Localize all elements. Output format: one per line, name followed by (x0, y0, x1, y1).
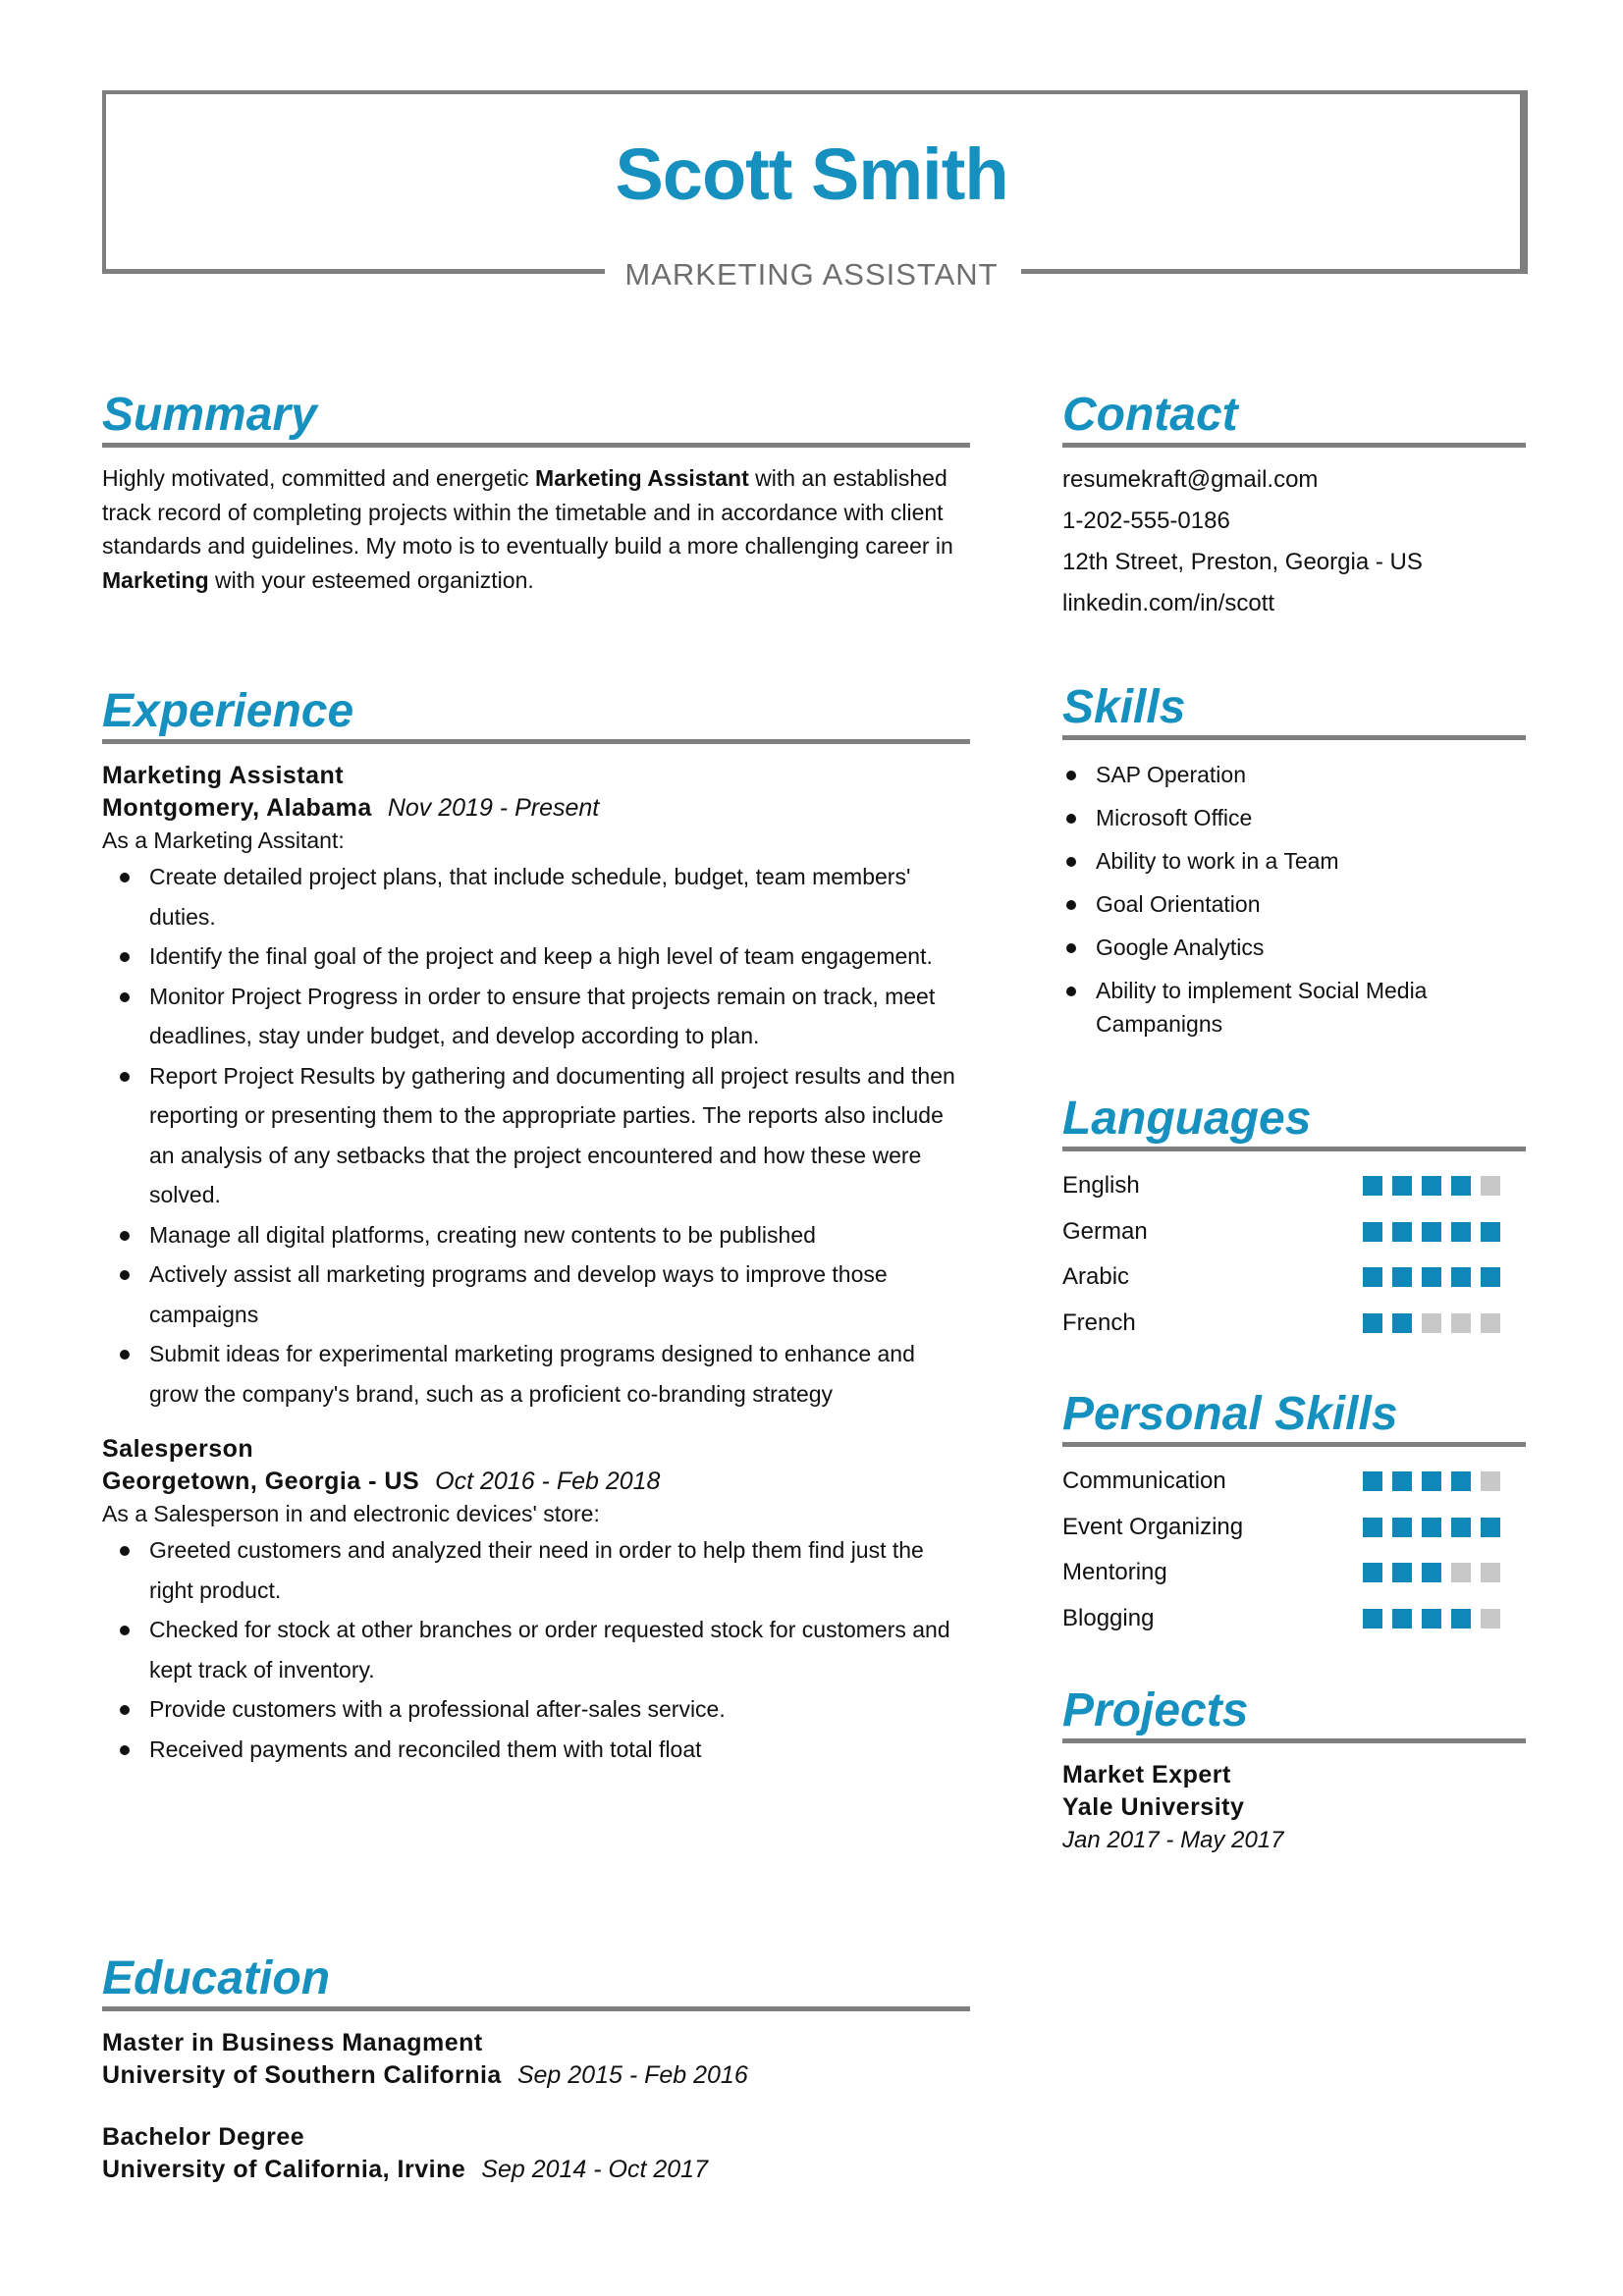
summary-part: with an established track record of completing projects within the timetable and in accordance with client standards and guidelines. My moto is to eventually build a more challenging career in (102, 465, 953, 559)
rating-row (1062, 1163, 1526, 1209)
rating-square-filled (1481, 1267, 1500, 1287)
rating-square-filled (1422, 1222, 1441, 1242)
projects-section (1062, 1683, 1526, 1856)
school-line (102, 2059, 970, 2092)
rating-square-filled (1363, 1222, 1382, 1242)
summary-text (102, 461, 970, 597)
rating-square-filled (1363, 1313, 1382, 1333)
project-org: Yale University (1062, 1793, 1245, 1821)
bullet-item: Submit ideas for experimental marketing programs designed to enhance and grow the company's brand, such as a proficient co-branding strategy (149, 1334, 970, 1414)
rating-square-filled (1481, 1518, 1500, 1537)
rating-square-filled (1392, 1267, 1412, 1287)
bullet-item: Provide customers with a professional after-sales service. (149, 1689, 970, 1730)
rating-square-filled (1481, 1222, 1500, 1242)
rating-squares (1363, 1313, 1500, 1333)
rating-square-filled (1363, 1518, 1382, 1537)
rating-square-filled (1422, 1609, 1441, 1629)
bullet-item: Checked for stock at other branches or order requested stock for customers and kept track of inventory. (149, 1610, 970, 1689)
rating-row (1062, 1459, 1526, 1505)
rating-square-empty (1481, 1563, 1500, 1582)
rating-square-filled (1392, 1563, 1412, 1582)
project-entry (1062, 1759, 1526, 1856)
skill-item: Goal Orientation (1096, 887, 1526, 921)
rating-square-filled (1451, 1267, 1471, 1287)
rating-square-filled (1392, 1313, 1412, 1333)
personal-skills-section (1062, 1387, 1526, 1641)
rating-square-filled (1392, 1176, 1412, 1196)
job-location: Montgomery, Alabama (102, 794, 372, 822)
job-location-line (102, 1466, 970, 1498)
project-dates: Jan 2017 - May 2017 (1062, 1827, 1284, 1853)
job-bullets (102, 857, 970, 1414)
rating-row (1062, 1209, 1526, 1255)
job-title: Marketing Assistant (102, 762, 345, 789)
rating-square-filled (1422, 1176, 1441, 1196)
rating-squares (1363, 1267, 1500, 1287)
contact-phone: 1-202-555-0186 (1062, 507, 1230, 534)
rating-label: Event Organizing (1062, 1513, 1244, 1540)
school: University of Southern California (102, 2061, 502, 2089)
section-heading: Education (102, 1951, 970, 2011)
rating-square-empty (1451, 1313, 1471, 1333)
rating-square-filled (1392, 1471, 1412, 1491)
school-line (102, 2154, 970, 2186)
section-heading: Personal Skills (1062, 1387, 1526, 1447)
rating-square-empty (1481, 1313, 1500, 1333)
rating-label: Communication (1062, 1468, 1226, 1495)
rating-label: Mentoring (1062, 1559, 1167, 1586)
bullet-item: Create detailed project plans, that include schedule, budget, team members' duties. (149, 857, 970, 936)
rating-square-filled (1422, 1518, 1441, 1537)
rating-row (1062, 1505, 1526, 1551)
rating-square-empty (1422, 1313, 1441, 1333)
rating-square-filled (1392, 1609, 1412, 1629)
bullet-item: Identify the final goal of the project and keep a high level of team engagement. (149, 936, 970, 977)
summary-bold: Marketing Assistant (535, 465, 749, 491)
section-heading: Contact (1062, 388, 1526, 448)
summary-part: with your esteemed organiztion. (208, 566, 534, 593)
rating-square-filled (1451, 1471, 1471, 1491)
section-heading: Summary (102, 388, 970, 448)
contact-linkedin[interactable]: linkedin.com/in/scott (1062, 590, 1275, 616)
rating-squares (1363, 1471, 1500, 1491)
degree: Bachelor Degree (102, 2123, 305, 2151)
education-entry (102, 2027, 970, 2092)
bullet-item: Greeted customers and analyzed their need in order to help them find just the right product. (149, 1530, 970, 1610)
rating-square-filled (1363, 1563, 1382, 1582)
job-entry (102, 1433, 970, 1769)
rating-square-filled (1392, 1222, 1412, 1242)
job-dates: Nov 2019 - Present (387, 794, 600, 822)
rating-square-empty (1481, 1609, 1500, 1629)
bullet-item: Monitor Project Progress in order to ensure that projects remain on track, meet deadlines, stay under budget, and develop according to plan. (149, 977, 970, 1056)
rating-square-filled (1451, 1518, 1471, 1537)
rating-squares (1363, 1609, 1500, 1629)
rating-square-filled (1363, 1609, 1382, 1629)
rating-square-filled (1363, 1471, 1382, 1491)
contact-address: 12th Street, Preston, Georgia - US (1062, 549, 1423, 575)
rating-row (1062, 1596, 1526, 1642)
rating-label: English (1062, 1172, 1140, 1200)
skill-item: Ability to work in a Team (1096, 844, 1526, 878)
project-title: Market Expert (1062, 1761, 1231, 1789)
skill-item: Google Analytics (1096, 931, 1526, 964)
school: University of California, Irvine (102, 2156, 466, 2183)
section-heading: Projects (1062, 1683, 1526, 1743)
summary-section (102, 388, 970, 597)
rating-square-filled (1422, 1267, 1441, 1287)
candidate-title: MARKETING ASSISTANT (624, 257, 999, 292)
rating-squares (1363, 1518, 1500, 1537)
bullet-item: Received payments and reconciled them with total float (149, 1730, 970, 1770)
rating-square-filled (1363, 1176, 1382, 1196)
rating-square-filled (1422, 1563, 1441, 1582)
summary-bold: Marketing (102, 566, 209, 593)
section-heading: Skills (1062, 680, 1526, 740)
rating-square-empty (1451, 1563, 1471, 1582)
rating-label: German (1062, 1217, 1148, 1245)
rating-row (1062, 1301, 1526, 1347)
job-entry (102, 760, 970, 1414)
rating-squares (1363, 1176, 1500, 1196)
bullet-item: Report Project Results by gathering and documenting all project results and then reporting or presenting them to the appropriate parties. The reports also include an analysis of any setbacks that the project encountered and how these were solved. (149, 1056, 970, 1215)
bullet-item: Actively assist all marketing programs and develop ways to improve those campaigns (149, 1255, 970, 1334)
rating-label: Arabic (1062, 1263, 1130, 1291)
contact-section (1062, 388, 1526, 624)
rating-square-filled (1451, 1609, 1471, 1629)
rating-row (1062, 1255, 1526, 1301)
job-intro: As a Salesperson in and electronic devices' store: (102, 1501, 600, 1526)
section-heading: Experience (102, 684, 970, 744)
job-title: Salesperson (102, 1435, 254, 1463)
rating-row (1062, 1550, 1526, 1596)
rating-square-filled (1392, 1518, 1412, 1537)
summary-part: Highly motivated, committed and energetic (102, 465, 536, 491)
rating-square-filled (1363, 1267, 1382, 1287)
job-dates: Oct 2016 - Feb 2018 (435, 1468, 661, 1495)
bullet-item: Manage all digital platforms, creating new contents to be published (149, 1215, 970, 1255)
rating-square-empty (1481, 1471, 1500, 1491)
rating-square-empty (1481, 1176, 1500, 1196)
education-section (102, 1951, 970, 2186)
job-intro: As a Marketing Assitant: (102, 828, 345, 853)
job-bullets (102, 1530, 970, 1769)
skill-item: Ability to implement Social Media Campanigns (1096, 974, 1526, 1041)
skills-section (1062, 680, 1526, 1050)
rating-square-filled (1451, 1222, 1471, 1242)
rating-squares (1363, 1563, 1500, 1582)
rating-square-filled (1451, 1176, 1471, 1196)
skill-item: Microsoft Office (1096, 801, 1526, 834)
degree: Master in Business Managment (102, 2029, 483, 2056)
section-heading: Languages (1062, 1092, 1526, 1151)
languages-section (1062, 1092, 1526, 1346)
rating-square-filled (1422, 1471, 1441, 1491)
rating-squares (1363, 1222, 1500, 1242)
job-location-line (102, 792, 970, 825)
experience-section (102, 684, 970, 1769)
rating-label: Blogging (1062, 1604, 1155, 1631)
education-dates: Sep 2015 - Feb 2016 (516, 2061, 748, 2089)
job-location: Georgetown, Georgia - US (102, 1468, 420, 1495)
contact-email[interactable]: resumekraft@gmail.com (1062, 466, 1319, 493)
education-entry (102, 2121, 970, 2186)
rating-label: French (1062, 1308, 1136, 1336)
education-dates: Sep 2014 - Oct 2017 (481, 2156, 708, 2183)
candidate-name: Scott Smith (615, 133, 1008, 215)
skill-item: SAP Operation (1096, 758, 1526, 791)
